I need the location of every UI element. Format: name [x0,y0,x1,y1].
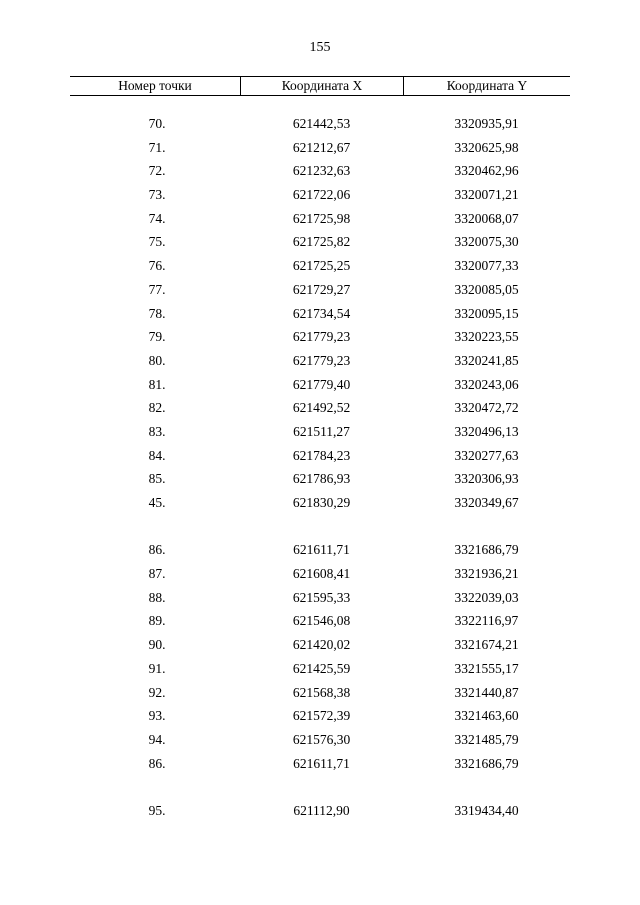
coordinate-x-cell: 621734,54 [292,305,351,321]
table-row [70,183,570,207]
coordinate-x-cell: 621568,38 [292,684,351,700]
coordinate-y-cell: 3319434,40 [454,802,519,818]
coordinate-y-cell: 3321686,79 [454,755,519,771]
point-number-cell: 74. [148,210,166,226]
table-header [70,76,570,96]
coordinate-x-cell: 621725,25 [292,258,351,274]
coordinate-y-cell: 3322039,03 [454,589,519,605]
coordinate-x-cell: 621786,93 [292,471,351,487]
point-number-cell: 70. [148,116,166,131]
table-row [70,325,570,349]
coordinate-y-cell: 3320075,30 [454,234,519,250]
coordinate-x-cell: 621492,52 [292,400,351,416]
point-number-cell: 91. [148,660,166,676]
group-spacer [70,515,570,539]
point-number-cell: 78. [148,305,166,321]
coordinate-y-cell: 3320095,15 [454,305,519,321]
coordinate-y-cell: 3320077,33 [454,258,519,274]
coordinate-y-cell: 3321485,79 [454,731,519,747]
point-number-cell: 79. [148,329,166,345]
coordinate-x-cell: 621425,59 [292,660,351,676]
point-number-cell: 76. [148,258,166,274]
coordinate-x-cell: 621212,67 [292,139,351,155]
point-number-cell: 82. [148,400,166,416]
coordinate-x-cell: 621576,30 [292,731,351,747]
table-row [70,373,570,397]
coordinate-y-cell: 3320243,06 [454,376,519,392]
table-row [70,586,570,610]
table-row [70,728,570,752]
coordinate-x-cell: 621729,27 [292,281,351,297]
table-row [70,752,570,776]
table-row [70,207,570,231]
coordinate-x-cell: 621830,29 [292,495,351,510]
coordinate-y-cell: 3320085,05 [454,281,519,297]
coordinate-x-cell: 621725,98 [292,210,351,226]
coordinate-y-cell: 3320625,98 [454,139,519,155]
point-number-cell: 73. [148,187,166,203]
group-spacer [70,775,570,799]
coordinate-y-cell: 3321674,21 [454,637,519,653]
table-row [70,657,570,681]
coordinate-x-cell: 621725,82 [292,234,351,250]
coordinate-x-cell: 621442,53 [292,116,351,131]
point-number-cell: 72. [148,163,166,179]
table-row [70,159,570,183]
point-number-cell: 93. [148,708,166,724]
point-number-cell: 80. [148,352,166,368]
coordinate-x-cell: 621511,27 [293,423,350,439]
table-row [70,230,570,254]
coordinate-x-cell: 621232,63 [292,163,351,179]
point-number-cell: 92. [148,684,166,700]
coordinate-x-cell: 621779,40 [292,376,351,392]
table-row [70,609,570,633]
point-number-cell: 45. [148,495,166,510]
point-number-cell: 85. [148,471,166,487]
point-number-cell: 94. [148,731,166,747]
coordinate-y-cell: 3321440,87 [454,684,519,700]
coordinate-y-cell: 3320349,67 [454,495,519,510]
coordinate-x-cell: 621595,33 [292,589,351,605]
coordinate-x-cell: 621784,23 [292,447,351,463]
point-number-cell: 81. [148,376,166,392]
table-body [70,96,570,823]
coordinate-y-cell: 3320306,93 [454,471,519,487]
table-row [70,467,570,491]
table-row [70,112,570,136]
table-row [70,681,570,705]
point-number-cell: 83. [148,423,166,439]
coordinate-x-cell: 621611,71 [293,755,350,771]
coordinate-y-cell: 3321936,21 [454,566,519,582]
point-number-cell: 88. [148,589,166,605]
coordinate-x-cell: 621420,02 [292,637,351,653]
coordinate-x-cell: 621779,23 [292,352,351,368]
coordinate-x-cell: 621779,23 [292,329,351,345]
point-number-cell: 90. [148,637,166,653]
table-row [70,420,570,444]
table-row [70,349,570,373]
table-row [70,302,570,326]
table-row [70,278,570,302]
table-row [70,396,570,420]
coordinate-y-cell: 3321463,60 [454,708,519,724]
table-row [70,633,570,657]
coordinate-x-cell: 621722,06 [292,187,351,203]
point-number-cell: 89. [148,613,166,629]
coordinate-y-cell: 3320496,13 [454,423,519,439]
coordinate-y-cell: 3320068,07 [454,210,519,226]
header-point-number: Номер точки [118,78,192,93]
point-number-cell: 86. [148,542,166,558]
coordinate-y-cell: 3320472,72 [454,400,519,416]
coordinate-y-cell: 3320462,96 [454,163,519,179]
point-number-cell: 71. [148,139,166,155]
table-row [70,704,570,728]
coordinate-y-cell: 3321555,17 [454,660,519,676]
table-row [70,538,570,562]
header-coordinate-x: Координата X [240,77,403,95]
page-number: 155 [309,40,331,55]
table-row [70,799,570,823]
coordinate-y-cell: 3320071,21 [454,187,519,203]
coordinate-x-cell: 621608,41 [292,566,351,582]
point-number-cell: 75. [148,234,166,250]
point-number-cell: 86. [148,755,166,771]
point-number-cell: 95. [148,802,166,818]
table-row [70,136,570,160]
coordinate-y-cell: 3320223,55 [454,329,519,345]
coordinate-x-cell: 621546,08 [292,613,351,629]
coordinate-y-cell: 3322116,97 [454,613,519,629]
coordinate-y-cell: 3320241,85 [454,352,519,368]
point-number-cell: 84. [148,447,166,463]
header-coordinate-y: Координата Y [403,77,570,95]
coordinate-x-cell: 621572,39 [292,708,351,724]
coordinate-x-cell: 621611,71 [293,542,350,558]
coordinate-y-cell: 3320935,91 [454,116,519,131]
table-row [70,562,570,586]
coordinate-y-cell: 3321686,79 [454,542,519,558]
table-row [70,491,570,515]
table-row [70,254,570,278]
point-number-cell: 77. [148,281,166,297]
coordinate-x-cell: 621112,90 [293,802,350,818]
point-number-cell: 87. [148,566,166,582]
coordinate-y-cell: 3320277,63 [454,447,519,463]
table-row [70,444,570,468]
coordinates-table [70,76,570,823]
